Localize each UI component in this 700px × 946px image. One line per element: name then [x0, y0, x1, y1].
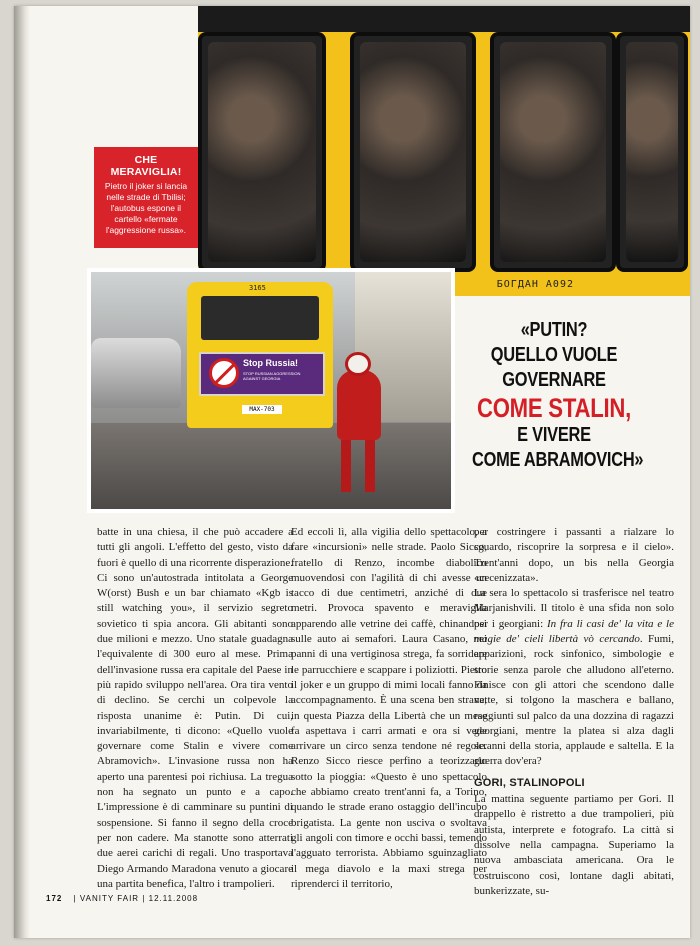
- bus-window: [198, 32, 326, 272]
- article-paragraph: batte in una chiesa, il che può accadere a tutti gli angoli. L'effetto del gesto, visto da fuori è quello di una ricorrente disperazione. Ci sono un'autostrada intitolata a George W(orst) Bush e un bar chiamato «Kgb is still watching you», il servizio segreto sovietico ti spia ancora. Gli abitanti sono due milioni e mezzo. Uno statale guadagna l'equivalente di 300 euro al mese. Prima dell'invasione russa era capitale del Paese in più rapido sviluppo nell'area. Ora tira vento di declino. Se cerchi un colpevole la risposta unanime è: Putin. Di cui, invariabilmente, ti dicono: «Quello vuole governare come Stalin e vivere come Abramovich». L'invasione russa non ha aperto una parentesi poi richiusa. La tregua non ha segnato un punto e a capo. L'impressione è di camminare su puntini di sospensione. Si fanno il segno della croce per non cadere. Ma stanotte sono atterrati due aerei carichi di regali. Uno trasportava Diego Armando Maradona venuto a giocare una partita benefica, l'altro i trampolieri.: [97, 526, 293, 890]
- banner-title: Stop Russia!: [243, 358, 299, 368]
- article-column-3: [474, 525, 674, 899]
- article-paragraph: La mattina seguente partiamo per Gori. Il drappello è ristretto a due trampolieri, più autista, interprete e fotografo. La città si dissolve nella campagna. Superiamo la nuova ambasciata americana. Ora le costruiscono così, lontane dagli abitati, bunkerizzate, su-: [474, 793, 674, 897]
- magazine-page: [14, 6, 690, 938]
- headline-line: QUELLO VUOLE: [490, 344, 618, 366]
- bus-number: 3165: [249, 284, 266, 292]
- show-title: In fra li casi de' la vita e le magie de' cieli libertà vò cercando: [474, 617, 674, 646]
- page-footer: 172 | VANITY FAIR | 12.11.2008: [46, 894, 199, 903]
- stop-russia-banner: [199, 352, 325, 396]
- article-paragraph: La sera lo spettacolo si trasferisce nel teatro Marjanishvili. Il titolo è una sfida non solo per i georgiani: In fra li casi de' la vita e le magie de' cieli libertà vò cercando. Fumi, apparizioni, rock sinfonico, simbologie e storie senza parole che alludono all'eterno. Finisce con gli attori che scendono dalle vette, si tolgono la maschera e ballano, raggiunti sul palco da una dozzina di ragazzi georgiani, mentre la platea si alza dagli scranni della storia, applaude e saltella. E la guerra dov'era?: [474, 587, 674, 768]
- parked-car: [91, 338, 181, 408]
- headline-line: COME ABRAMOVICH»: [472, 449, 644, 471]
- photo-caption: [94, 147, 198, 248]
- issue-date: 12.11.2008: [148, 894, 199, 903]
- banner-subtitle: STOP RUSSIAN AGGRESSION AGAINST GEORGIA: [243, 371, 301, 381]
- headline-line: «PUTIN?: [520, 319, 588, 341]
- yellow-bus: [187, 282, 333, 428]
- bus-brand-label: БОГДАН А092: [496, 279, 574, 290]
- pull-quote: [454, 318, 654, 473]
- joker-figure: [323, 346, 393, 496]
- headline-highlight: COME STALIN,: [476, 393, 632, 423]
- bus-passengers-photo: [198, 6, 690, 296]
- bus-roof: [198, 6, 690, 32]
- magazine-name: VANITY FAIR: [79, 894, 140, 903]
- caption-heading: CHE MERAVIGLIA!: [110, 154, 182, 178]
- bus-window: [350, 32, 476, 272]
- article-paragraph: Ed eccoli lì, alla vigilia dello spettacolo, a fare «incursioni» nelle strade. Paolo Sicco, fratello di Renzo, incombe diabolico muovendosi con l'agilità di chi avesse un tacco di due centimetri, anziché di due metri. Provoca spavento e meraviglia apparendo alle vetrine dei caffè, chinandosi sulle auto ai semafori. Laura Casano, nei panni di una vertiginosa strega, fa sorridere le parrucchiere e scappare i poliziotti. Pietro il joker e un gruppo di mimi locali fanno da accompagnamento. È una scena ben strana, in questa Piazza della Libertà che un mese fa aspettava i carri armati e ora si vede arrivare un circo senza tendone né regole. Renzo Sicco riesce perfino a teorizzarlo sotto la pioggia: «Questo è uno spettacolo che abbiamo creato trent'anni fa, a Torino, quando le strade erano ostaggio dell'incubo brigatista. La gente non usciva o svoltava gli angoli con timore e occhi bassi, temendo l'agguato terrorista. Abbiamo sguinzagliato il mega diavolo e la maxi strega per riprenderci il territorio,: [291, 526, 487, 890]
- article-column-1: [97, 525, 293, 892]
- article-paragraph: per costringere i passanti a rialzare lo sguardo, riscoprire la sorpresa e il cielo». Trent'anni dopo, un bis nella Georgia «cecenizzata».: [474, 526, 674, 584]
- headline-line: GOVERNARE: [502, 369, 606, 391]
- page-gutter: [14, 6, 30, 938]
- headline-line: E VIVERE: [517, 424, 591, 446]
- license-plate: MAX-703: [242, 405, 282, 414]
- joker-street-photo: [87, 268, 455, 513]
- bus-window: [490, 32, 616, 272]
- page-number: 172: [46, 894, 63, 903]
- caption-body: Pietro il joker si lancia nelle strade di Tbilisi; l'autobus espone il cartello «fermate l'aggressione russa».: [104, 181, 188, 235]
- section-subhead: GORI, STALINOPOLI: [474, 776, 585, 789]
- street: [91, 423, 451, 509]
- article-column-2: [291, 525, 487, 892]
- bus-window: [616, 32, 688, 272]
- prohibition-icon: [209, 358, 239, 388]
